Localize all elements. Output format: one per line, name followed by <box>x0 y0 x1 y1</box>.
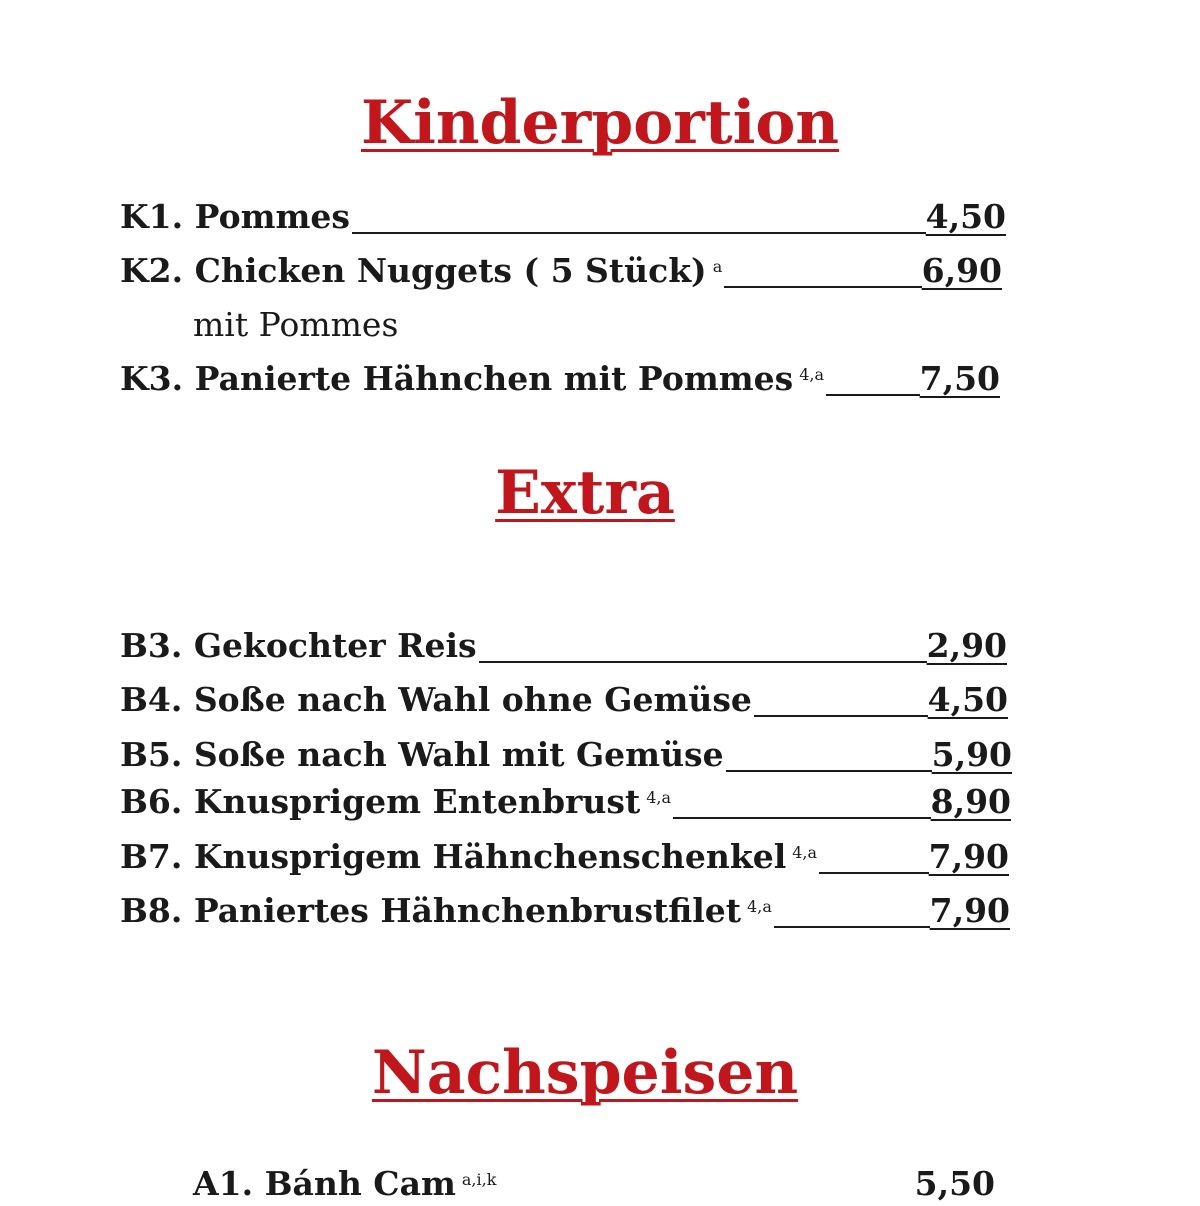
menu-item-k3 <box>120 357 1000 401</box>
item-note: mit Pommes <box>193 305 399 344</box>
dotted-leader <box>673 817 931 819</box>
item-name: B7. Knusprigem Hähnchenschenkel <box>120 837 787 876</box>
menu-item-b8 <box>120 889 1010 933</box>
item-name: B3. Gekochter Reis <box>120 626 477 665</box>
dotted-leader <box>352 232 926 234</box>
allergen-codes: 4,a <box>747 897 772 916</box>
menu-item-b4 <box>120 678 1008 722</box>
menu-item-b6 <box>120 780 1011 824</box>
menu-item-k2 <box>120 249 1002 293</box>
item-price: 5,50 <box>914 1164 995 1203</box>
dotted-leader <box>724 286 921 288</box>
section-title-nachspeisen: Nachspeisen <box>371 1038 799 1108</box>
dotted-leader <box>726 770 932 772</box>
menu-item-a1 <box>193 1162 995 1206</box>
item-price: 6,90 <box>921 251 1002 290</box>
allergen-codes: 4,a <box>646 788 672 807</box>
dotted-leader <box>774 926 930 928</box>
item-name: B6. Knusprigem Entenbrust <box>120 782 641 821</box>
item-price: 5,90 <box>931 735 1012 774</box>
item-name: K3. Panierte Hähnchen mit Pommes <box>120 359 794 398</box>
item-name: K2. Chicken Nuggets ( 5 Stück) <box>120 251 707 290</box>
item-price: 8,90 <box>930 782 1011 821</box>
dotted-leader <box>498 1199 914 1201</box>
menu-item-b7 <box>120 835 1009 879</box>
allergen-codes: 4,a <box>792 843 818 862</box>
item-price: 4,50 <box>925 197 1006 236</box>
menu-item-b3 <box>120 624 1007 668</box>
item-name: K1. Pommes <box>120 197 350 236</box>
item-price: 7,90 <box>929 891 1010 930</box>
section-title-extra: Extra <box>495 458 675 528</box>
item-price: 7,90 <box>928 837 1009 876</box>
item-price: 2,90 <box>926 626 1007 665</box>
section-title-kinderportion: Kinderportion <box>360 88 840 158</box>
item-name: B4. Soße nach Wahl ohne Gemüse <box>120 680 752 719</box>
menu-item-k1 <box>120 195 1006 239</box>
item-name: B8. Paniertes Hähnchenbrustfilet <box>120 891 742 930</box>
dotted-leader <box>826 394 920 396</box>
allergen-codes: a <box>712 257 723 276</box>
menu-item-b5 <box>120 733 1012 777</box>
dotted-leader <box>754 715 928 717</box>
dotted-leader <box>819 872 929 874</box>
allergen-codes: a,i,k <box>461 1170 497 1189</box>
allergen-codes: 4,a <box>799 365 825 384</box>
item-price: 4,50 <box>927 680 1008 719</box>
item-name: A1. Bánh Cam <box>193 1164 456 1203</box>
dotted-leader <box>479 661 927 663</box>
item-name: B5. Soße nach Wahl mit Gemüse <box>120 735 724 774</box>
item-price: 7,50 <box>919 359 1000 398</box>
